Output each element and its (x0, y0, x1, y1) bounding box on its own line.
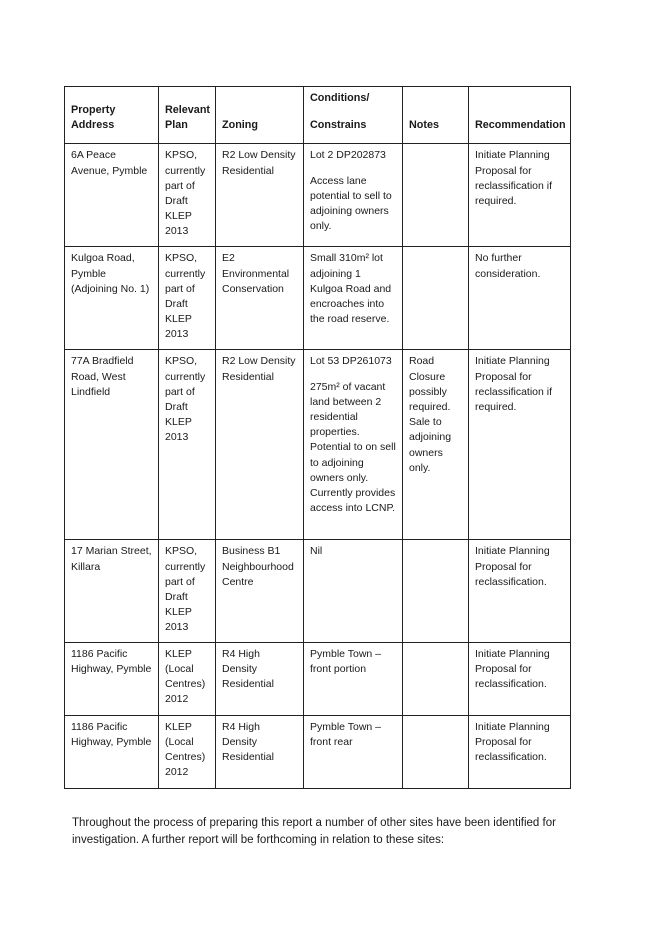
table-row (65, 540, 571, 642)
cell-address: 1186 Pacific Highway, Pymble (65, 642, 159, 715)
cell-notes (403, 642, 469, 715)
cell-plan: KPSO, currently part of Draft KLEP 2013 (159, 540, 216, 642)
cell-recommendation: Initiate Planning Proposal for reclassification if required. (469, 350, 571, 540)
cell-recommendation: Initiate Planning Proposal for reclassification. (469, 642, 571, 715)
conditions-detail: Pymble Town – front portion (310, 647, 382, 675)
cell-address: Kulgoa Road, Pymble (Adjoining No. 1) (65, 247, 159, 350)
cell-conditions (304, 540, 403, 642)
header-property-address: Property Address (65, 87, 159, 144)
table-row (65, 350, 571, 540)
conditions-detail: 275m² of vacant land between 2 residential properties. Potential to on sell to adjoining owners only. Currently provides access into LCNP. (310, 380, 396, 515)
cell-notes (403, 247, 469, 350)
cell-recommendation: No further consideration. (469, 247, 571, 350)
cell-zoning: R2 Low Density Residential (216, 350, 304, 540)
table-row (65, 715, 571, 788)
header-relevant-plan: Relevant Plan (159, 87, 216, 144)
cell-recommendation: Initiate Planning Proposal for reclassification if required. (469, 144, 571, 247)
cell-zoning: Business B1 Neighbourhood Centre (216, 540, 304, 642)
cell-address: 1186 Pacific Highway, Pymble (65, 715, 159, 788)
conditions-lot: Lot 2 DP202873 (310, 149, 386, 162)
cell-plan: KPSO, currently part of Draft KLEP 2013 (159, 247, 216, 350)
cell-notes (403, 540, 469, 642)
cell-notes (403, 144, 469, 247)
conditions-detail: Nil (310, 545, 323, 558)
cell-notes: Road Closure possibly required. Sale to adjoining owners only. (403, 350, 469, 540)
cell-conditions (304, 247, 403, 350)
header-conditions (304, 87, 403, 144)
cell-zoning: R4 High Density Residential (216, 642, 304, 715)
conditions-detail: Small 310m² lot adjoining 1 Kulgoa Road and encroaches into the road reserve. (310, 252, 392, 326)
cell-conditions (304, 715, 403, 788)
header-conditions-line1: Conditions/ (310, 92, 370, 104)
cell-zoning: R2 Low Density Residential (216, 144, 304, 247)
cell-conditions (304, 642, 403, 715)
conditions-detail: Access lane potential to sell to adjoining owners only. (310, 174, 392, 233)
table-row (65, 247, 571, 350)
header-recommendation: Recommendation (469, 87, 571, 144)
header-notes: Notes (403, 87, 469, 144)
header-zoning: Zoning (216, 87, 304, 144)
conditions-detail: Pymble Town – front rear (310, 720, 382, 748)
cell-plan: KLEP (Local Centres) 2012 (159, 715, 216, 788)
cell-zoning: E2 Environmental Conservation (216, 247, 304, 350)
cell-conditions (304, 144, 403, 247)
cell-address: 17 Marian Street, Killara (65, 540, 159, 642)
cell-notes (403, 715, 469, 788)
table-header-row (65, 87, 571, 144)
cell-recommendation: Initiate Planning Proposal for reclassification. (469, 715, 571, 788)
cell-recommendation: Initiate Planning Proposal for reclassification. (469, 540, 571, 642)
body-paragraph: Throughout the process of preparing this report a number of other sites have been identified for investigation. A further report will be forthcoming in relation to these sites: (72, 817, 556, 846)
header-conditions-line2: Constrains (310, 119, 367, 132)
conditions-lot: Lot 53 DP261073 (310, 355, 392, 368)
cell-plan: KPSO, currently part of Draft KLEP 2013 (159, 144, 216, 247)
property-table (64, 86, 571, 789)
cell-plan: KLEP (Local Centres) 2012 (159, 642, 216, 715)
cell-address: 77A Bradfield Road, West Lindfield (65, 350, 159, 540)
cell-conditions (304, 350, 403, 540)
cell-plan: KPSO, currently part of Draft KLEP 2013 (159, 350, 216, 540)
table-row (65, 144, 571, 247)
table-row (65, 642, 571, 715)
cell-address: 6A Peace Avenue, Pymble (65, 144, 159, 247)
cell-zoning: R4 High Density Residential (216, 715, 304, 788)
